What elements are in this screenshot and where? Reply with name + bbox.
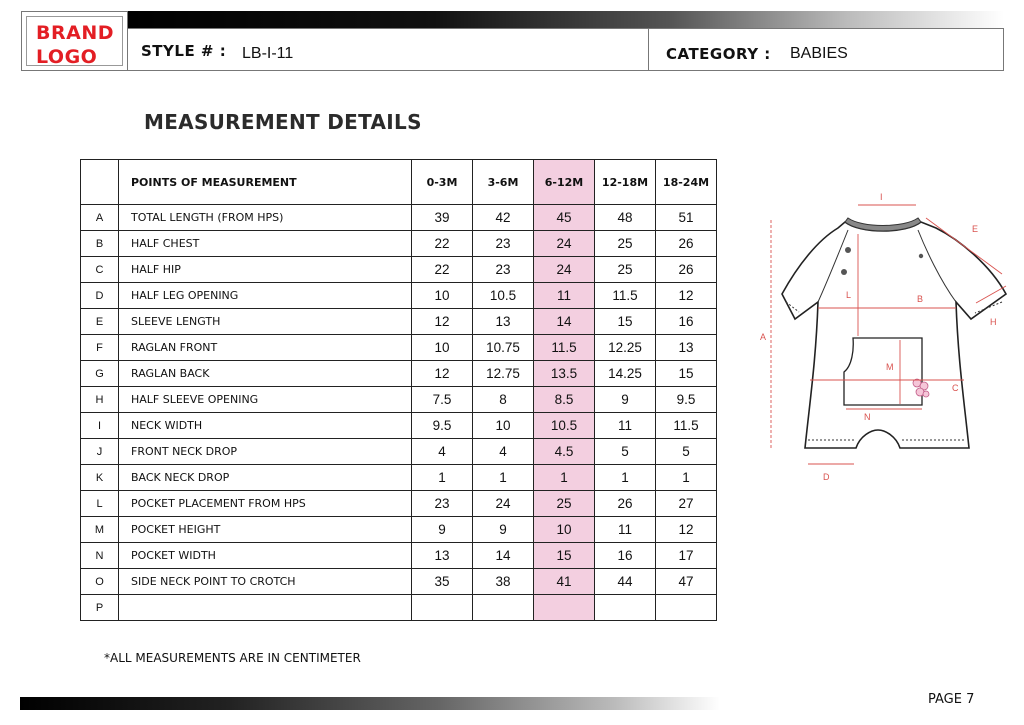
- size-value: 12.25: [595, 335, 656, 361]
- size-value: 23: [412, 491, 473, 517]
- table-row: [81, 543, 717, 569]
- size-value: 1: [473, 465, 534, 491]
- measurement-table: [80, 159, 717, 621]
- size-value: [595, 595, 656, 621]
- size-value: 38: [473, 569, 534, 595]
- size-value: 12: [656, 517, 717, 543]
- size-value: 12: [412, 361, 473, 387]
- size-value-highlighted: 25: [534, 491, 595, 517]
- size-value-highlighted: 41: [534, 569, 595, 595]
- table-row: [81, 309, 717, 335]
- table-row: [81, 335, 717, 361]
- size-value: 1: [595, 465, 656, 491]
- row-code: D: [81, 283, 119, 309]
- diagram-label-c: C: [952, 383, 959, 393]
- size-value: 9: [473, 517, 534, 543]
- size-value-highlighted: 4.5: [534, 439, 595, 465]
- size-value: [412, 595, 473, 621]
- header-gradient-bar: [128, 11, 1004, 28]
- row-code: O: [81, 569, 119, 595]
- row-measurement-point: FRONT NECK DROP: [119, 439, 412, 465]
- style-value: LB-I-11: [242, 45, 294, 62]
- row-measurement-point: RAGLAN FRONT: [119, 335, 412, 361]
- row-code: C: [81, 257, 119, 283]
- size-value: 25: [595, 231, 656, 257]
- size-value: 4: [473, 439, 534, 465]
- size-value: 7.5: [412, 387, 473, 413]
- table-row: [81, 231, 717, 257]
- table-row: [81, 439, 717, 465]
- table-header-size-highlighted: 6-12M: [534, 160, 595, 205]
- table-row: [81, 387, 717, 413]
- table-row: [81, 257, 717, 283]
- size-value: 16: [595, 543, 656, 569]
- diagram-label-n: N: [864, 412, 871, 422]
- table-header-size: 3-6M: [473, 160, 534, 205]
- diagram-label-h: H: [990, 317, 997, 327]
- size-value: 10.5: [473, 283, 534, 309]
- size-value: 5: [595, 439, 656, 465]
- size-value: 26: [595, 491, 656, 517]
- size-value: 9.5: [412, 413, 473, 439]
- row-code: J: [81, 439, 119, 465]
- row-measurement-point: POCKET PLACEMENT FROM HPS: [119, 491, 412, 517]
- size-value: 15: [656, 361, 717, 387]
- table-row: [81, 413, 717, 439]
- table-header-code: [81, 160, 119, 205]
- size-value: [473, 595, 534, 621]
- garment-diagram: [750, 190, 1020, 495]
- size-value-highlighted: 11.5: [534, 335, 595, 361]
- row-code: G: [81, 361, 119, 387]
- size-value: 15: [595, 309, 656, 335]
- table-header-row: [81, 160, 717, 205]
- size-value-highlighted: 24: [534, 231, 595, 257]
- diagram-label-a: A: [760, 332, 767, 342]
- brand-logo-box: [21, 11, 128, 71]
- kangaroo-pocket: [844, 338, 922, 405]
- table-header-pom: POINTS OF MEASUREMENT: [119, 160, 412, 205]
- size-value: 10: [412, 335, 473, 361]
- size-value-highlighted: 10: [534, 517, 595, 543]
- brand-logo-line1: BRAND: [36, 22, 114, 44]
- size-value: 10.75: [473, 335, 534, 361]
- table-header-size: 18-24M: [656, 160, 717, 205]
- page-title: MEASUREMENT DETAILS: [144, 110, 422, 134]
- row-code: I: [81, 413, 119, 439]
- size-value: 9.5: [656, 387, 717, 413]
- row-code: B: [81, 231, 119, 257]
- table-row: [81, 569, 717, 595]
- category-label: CATEGORY :: [666, 45, 771, 63]
- category-value: BABIES: [790, 45, 848, 62]
- row-measurement-point: HALF HIP: [119, 257, 412, 283]
- size-value: 23: [473, 257, 534, 283]
- size-value: 13: [473, 309, 534, 335]
- table-row: [81, 205, 717, 231]
- row-code: P: [81, 595, 119, 621]
- row-code: K: [81, 465, 119, 491]
- size-value: [656, 595, 717, 621]
- size-value: 44: [595, 569, 656, 595]
- size-value: 42: [473, 205, 534, 231]
- size-value: 5: [656, 439, 717, 465]
- row-code: A: [81, 205, 119, 231]
- row-measurement-point: [119, 595, 412, 621]
- row-code: H: [81, 387, 119, 413]
- footer-gradient-bar: [20, 697, 720, 710]
- row-measurement-point: HALF CHEST: [119, 231, 412, 257]
- size-value: 22: [412, 257, 473, 283]
- table-row: [81, 517, 717, 543]
- size-value: 25: [595, 257, 656, 283]
- size-value: 51: [656, 205, 717, 231]
- size-value: 47: [656, 569, 717, 595]
- size-value-highlighted: 8.5: [534, 387, 595, 413]
- size-value: 22: [412, 231, 473, 257]
- size-value: 12.75: [473, 361, 534, 387]
- size-value: 9: [595, 387, 656, 413]
- size-value: 4: [412, 439, 473, 465]
- diagram-label-l: L: [846, 290, 852, 300]
- brand-logo-line2: LOGO: [36, 46, 98, 68]
- size-value: 14.25: [595, 361, 656, 387]
- size-value: 26: [656, 257, 717, 283]
- diagram-label-e: E: [972, 224, 979, 234]
- size-value: 27: [656, 491, 717, 517]
- row-measurement-point: HALF SLEEVE OPENING: [119, 387, 412, 413]
- header-divider: [648, 28, 649, 71]
- diagram-label-m: M: [886, 362, 894, 372]
- garment-body-outline: [782, 222, 1006, 448]
- size-value-highlighted: 14: [534, 309, 595, 335]
- button-1: [845, 247, 851, 253]
- size-value: 10: [473, 413, 534, 439]
- row-code: E: [81, 309, 119, 335]
- size-value-highlighted: [534, 595, 595, 621]
- row-measurement-point: SIDE NECK POINT TO CROTCH: [119, 569, 412, 595]
- size-value: 14: [473, 543, 534, 569]
- button-2: [841, 269, 847, 275]
- size-value: 23: [473, 231, 534, 257]
- size-value: 11.5: [656, 413, 717, 439]
- diagram-label-b: B: [917, 294, 924, 304]
- size-value: 17: [656, 543, 717, 569]
- size-value: 1: [656, 465, 717, 491]
- size-value: 12: [412, 309, 473, 335]
- row-measurement-point: HALF LEG OPENING: [119, 283, 412, 309]
- table-row: [81, 595, 717, 621]
- size-value-highlighted: 10.5: [534, 413, 595, 439]
- row-code: F: [81, 335, 119, 361]
- table-row: [81, 361, 717, 387]
- row-code: L: [81, 491, 119, 517]
- row-measurement-point: POCKET WIDTH: [119, 543, 412, 569]
- table-row: [81, 283, 717, 309]
- size-value-highlighted: 1: [534, 465, 595, 491]
- size-value: 9: [412, 517, 473, 543]
- row-measurement-point: NECK WIDTH: [119, 413, 412, 439]
- size-value: 48: [595, 205, 656, 231]
- row-measurement-point: POCKET HEIGHT: [119, 517, 412, 543]
- size-value-highlighted: 24: [534, 257, 595, 283]
- size-value: 8: [473, 387, 534, 413]
- table-row: [81, 491, 717, 517]
- diagram-label-d: D: [823, 472, 830, 482]
- table-header-size: 12-18M: [595, 160, 656, 205]
- diagram-label-i: I: [880, 192, 883, 202]
- row-measurement-point: SLEEVE LENGTH: [119, 309, 412, 335]
- size-value-highlighted: 45: [534, 205, 595, 231]
- size-value-highlighted: 11: [534, 283, 595, 309]
- size-value: 11: [595, 413, 656, 439]
- size-value: 11.5: [595, 283, 656, 309]
- row-code: N: [81, 543, 119, 569]
- table-header-size: 0-3M: [412, 160, 473, 205]
- size-value: 24: [473, 491, 534, 517]
- table-row: [81, 465, 717, 491]
- row-measurement-point: RAGLAN BACK: [119, 361, 412, 387]
- size-value: 39: [412, 205, 473, 231]
- size-value: 12: [656, 283, 717, 309]
- row-code: M: [81, 517, 119, 543]
- size-value: 26: [656, 231, 717, 257]
- row-measurement-point: TOTAL LENGTH (FROM HPS): [119, 205, 412, 231]
- style-label: STYLE # :: [141, 42, 227, 60]
- size-value: 13: [656, 335, 717, 361]
- size-value: 16: [656, 309, 717, 335]
- page-number: PAGE 7: [928, 692, 975, 707]
- size-value-highlighted: 15: [534, 543, 595, 569]
- button-3: [919, 254, 923, 258]
- measurement-table-body: [81, 205, 717, 621]
- size-value-highlighted: 13.5: [534, 361, 595, 387]
- size-value: 35: [412, 569, 473, 595]
- size-value: 10: [412, 283, 473, 309]
- row-measurement-point: BACK NECK DROP: [119, 465, 412, 491]
- measurement-note: *ALL MEASUREMENTS ARE IN CENTIMETER: [104, 651, 361, 665]
- size-value: 13: [412, 543, 473, 569]
- size-value: 11: [595, 517, 656, 543]
- size-value: 1: [412, 465, 473, 491]
